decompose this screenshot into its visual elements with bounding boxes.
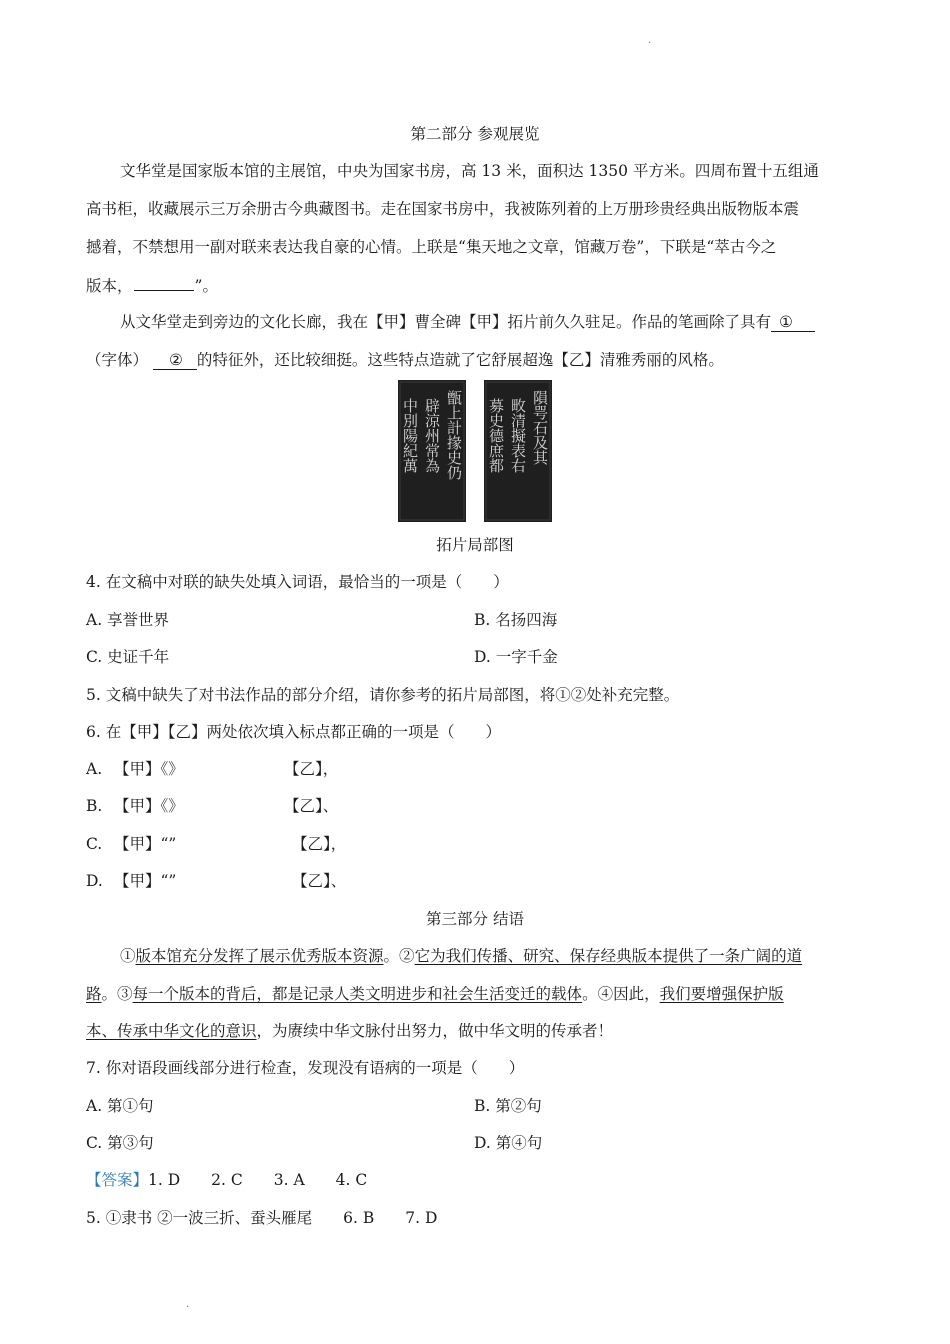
- answer-line1-text: 1. D 2. C 3. A 4. C: [148, 1171, 368, 1189]
- blank-2: ②: [153, 351, 197, 370]
- q4-option-a: A. 享誉世界: [86, 611, 170, 629]
- part3-tail: ，为赓续中华文脉付出努力，做中华文明的传承者！: [256, 1022, 614, 1040]
- footer-mark: ·: [186, 1302, 190, 1313]
- q6-option-c: [86, 834, 176, 854]
- part2-p1-line4-start: 版本，: [86, 277, 133, 295]
- rubbing-left-col2: 辟涼州常為: [423, 398, 441, 473]
- part2-p1-line4: [86, 274, 218, 296]
- part2-p2-line2-start: （字体）: [86, 351, 149, 369]
- q6-option-a-label: A.: [86, 760, 103, 778]
- rubbing-image-right: [484, 380, 552, 522]
- q6-option-d-label: D.: [86, 872, 103, 890]
- q5-stem: 5. 文稿中缺失了对书法作品的部分介绍，请你参考的拓片局部图，将①②处补充完整。: [86, 686, 680, 704]
- answer-line2: 5. ①隶书 ②一波三折、蚕头雁尾 6. B 7. D: [86, 1209, 438, 1227]
- sentence2-cont: 路: [86, 985, 102, 1003]
- sentence2-end: 。: [101, 985, 118, 1003]
- sentence3-end: 。: [582, 985, 598, 1003]
- q4-option-b: B. 名扬四海: [474, 611, 558, 629]
- q6-option-d-part2: 【乙】、: [292, 872, 347, 890]
- q7-option-d: D. 第④句: [474, 1134, 543, 1152]
- q6-stem: 6. 在【甲】【乙】两处依次填入标点都正确的一项是（ ）: [86, 723, 501, 741]
- rubbing-right-svg: [484, 380, 552, 522]
- sentence4-cont: 本、传承中华文化的意识: [86, 1022, 257, 1040]
- q4-option-c: C. 史证千年: [86, 648, 170, 666]
- blank-1: ①: [771, 313, 815, 332]
- rubbing-right-col2: 畋清擬表右: [509, 398, 527, 473]
- rubbing-left-col3: 甑上計掾史仍: [445, 390, 463, 480]
- rubbing-image-left: [398, 380, 466, 522]
- rubbing-left-col1: 中別陽紀萬: [401, 398, 419, 473]
- q6-option-b-label: B.: [86, 797, 103, 815]
- sentence1-number: ①: [120, 947, 136, 965]
- q6-option-d: [86, 871, 176, 891]
- q7-option-c: C. 第③句: [86, 1134, 154, 1152]
- q6-option-b-part1: 【甲】《》: [114, 797, 184, 815]
- part2-title: 第二部分 参观展览: [410, 125, 540, 143]
- sentence4-number: ④因此，: [597, 985, 660, 1003]
- q6-option-c-label: C.: [86, 835, 103, 853]
- part2-p2-line2-end: 的特征外，还比较细挺。这些特点造就了它舒展超逸【乙】清雅秀丽的风格。: [196, 351, 724, 369]
- answer-line1: [86, 1170, 367, 1190]
- q6-option-c-part2: 【乙】，: [292, 835, 347, 853]
- part3-line3: [86, 1021, 613, 1041]
- part2-p2-line1-text: 从文华堂走到旁边的文化长廊，我在【甲】曹全碑【甲】拓片前久久驻足。作品的笔画除了具有: [120, 313, 772, 331]
- sentence3: 每一个版本的背后，都是记录人类文明进步和社会生活变迁的载体: [132, 985, 583, 1003]
- part3-title: 第三部分 结语: [426, 910, 524, 928]
- sentence3-number: ③: [117, 985, 133, 1003]
- rubbing-right-col1: 募史德庶都: [487, 398, 505, 473]
- q4-stem: 4. 在文稿中对联的缺失处填入词语，最恰当的一项是（ ）: [86, 573, 509, 591]
- part2-p1-line1: 文华堂是国家版本馆的主展馆，中央为国家书房，高 13 米，面积达 1350 平方米。四周布置十五组通: [120, 162, 819, 180]
- q6-option-c-part1: 【甲】“”: [114, 835, 177, 853]
- q7-stem: 7. 你对语段画线部分进行检查，发现没有语病的一项是（ ）: [86, 1059, 525, 1077]
- part3-line1: [120, 946, 802, 966]
- q7-option-b: B. 第②句: [474, 1097, 542, 1115]
- part3-line2: [86, 984, 784, 1004]
- sentence2-number: ②: [399, 947, 415, 965]
- q6-option-d-part1: 【甲】“”: [114, 872, 177, 890]
- q6-option-a-part1: 【甲】《》: [114, 760, 184, 778]
- q7-option-a: A. 第①句: [86, 1097, 154, 1115]
- couplet-blank: [134, 274, 194, 291]
- rubbing-left-svg: [398, 380, 466, 522]
- answer-tag: 【答案】: [86, 1171, 149, 1189]
- part2-p1-line4-end: ”。: [194, 277, 218, 295]
- part2-p2-line2: [86, 350, 724, 370]
- sentence2: 它为我们传播、研究、保存经典版本提供了一条广阔的道: [414, 947, 803, 965]
- sentence1-end: 。: [383, 947, 400, 965]
- q6-option-b-part2: 【乙】、: [284, 797, 339, 815]
- rubbing-right-col3: 隕咢石及其: [531, 390, 549, 465]
- q6-option-b: [86, 796, 184, 816]
- part2-p2-line1: [120, 312, 815, 332]
- part2-p1-line3: 撼着，不禁想用一副对联来表达我自豪的心情。上联是“集天地之文章，馆藏万卷”，下联是“萃古今之: [86, 238, 777, 256]
- sentence4: 我们要增强保护版: [659, 985, 784, 1003]
- image-caption: 拓片局部图: [436, 536, 514, 554]
- q6-option-a-part2: 【乙】，: [284, 760, 339, 778]
- sentence1: 版本馆充分发挥了展示优秀版本资源: [135, 947, 384, 965]
- corner-mark: ·: [648, 38, 652, 49]
- q4-option-d: D. 一字千金: [474, 648, 558, 666]
- q6-option-a: [86, 759, 184, 779]
- part2-p1-line2: 高书柜，收藏展示三万余册古今典藏图书。走在国家书房中，我被陈列着的上万册珍贵经典出版物版本震: [86, 200, 800, 218]
